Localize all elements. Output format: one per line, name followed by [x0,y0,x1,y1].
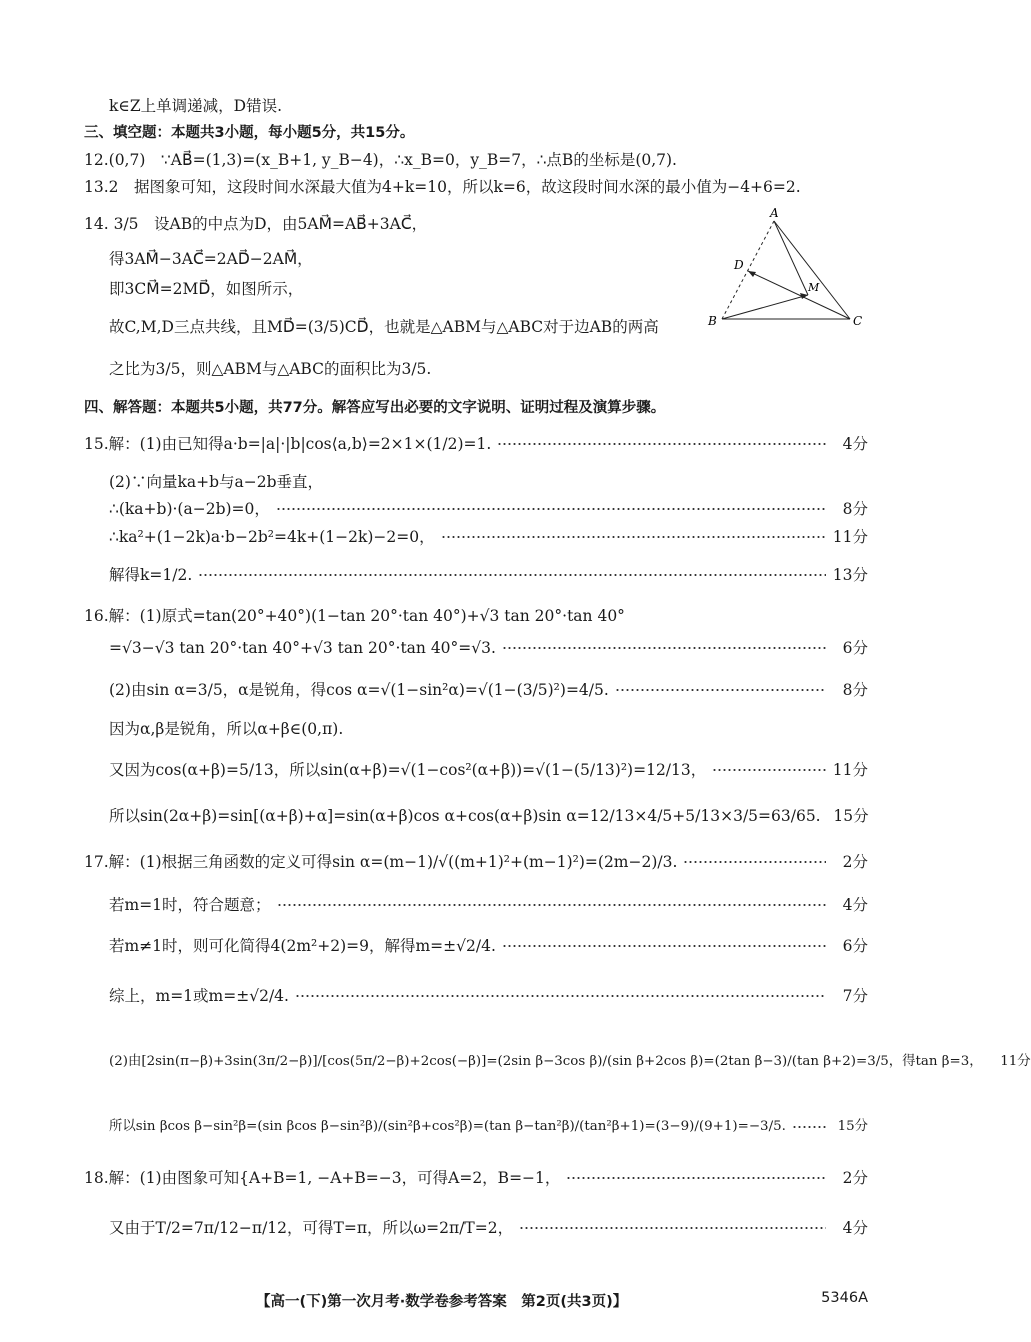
q15-line: 解得k=1/2. 13分 [109,566,868,584]
q17-line: 若m=1时，符合题意； 4分 [109,896,868,914]
q16-line: 又因为cos(α+β)=5/13，所以sin(α+β)=√(1−cos²(α+β))=√(1−(5/13)²)=12/13， 11分 [109,761,868,779]
label-b: B [708,314,717,328]
edge-ac [774,221,850,319]
q17-line: 17.解：(1)根据三角函数的定义可得sin α=(m−1)/√((m+1)²+(m−1)²)=(2m−2)/3. 2分 [84,853,868,871]
q14-line: 之比为3/5，则△ABM与△ABC的面积比为3/5. [109,360,432,378]
q14-line: 故C,M,D三点共线，且MD⃗=(3/5)CD⃗，也就是△ABM与△ABC对于边AB的两高 [109,318,659,336]
segment-dc [748,271,850,319]
arrow-head [800,293,808,299]
arrow-head [748,271,756,277]
q14-line: 得3AM⃗−3AC⃗=2AD⃗−2AM⃗， [109,250,313,268]
footer-title: 【高一(下)第一次月考·数学卷参考答案 第2页(共3页)】 [256,1294,628,1310]
q17-line: 所以sin βcos β−sin²β=(sin βcos β−sin²β)/(sin²β+cos²β)=(tan β−tan²β)/(tan²β+1)=(3−9)/(9+1)=−3/5. 15分 [109,1119,868,1134]
label-m: M [808,281,820,294]
section-heading: 三、填空题：本题共3小题，每小题5分，共15分。 [84,125,415,141]
text-line: k∈Z上单调递减，D错误. [109,97,282,115]
q17-line: 综上，m=1或m=±√2/4. 7分 [109,987,868,1005]
q15-line: 15.解：(1)由已知得a·b=|a|·|b|cos⟨a,b⟩=2×1×(1/2)=1. 4分 [84,435,868,453]
edge-ab [722,221,774,319]
label-c: C [853,314,863,328]
q15-line: ∴ka²+(1−2k)a·b−2b²=4k+(1−2k)−2=0， 11分 [109,528,868,546]
triangle-figure [700,205,880,335]
q16-line: 因为α,β是锐角，所以α+β∈(0,π). [109,720,344,738]
q16-line: 16.解：(1)原式=tan(20°+40°)(1−tan 20°·tan 40°)+√3 tan 20°·tan 40° [84,607,625,625]
section-heading: 四、解答题：本题共5小题，共77分。解答应写出必要的文字说明、证明过程及演算步骤。 [84,400,666,416]
segment-bm [722,295,808,319]
q14-line: 14. 3/5 设AB的中点为D，由5AM⃗=AB⃗+3AC⃗， [84,215,428,233]
q18-line: 又由于T/2=7π/12−π/12，可得T=π，所以ω=2π/T=2， 4分 [109,1219,868,1237]
q17-line: (2)由[2sin(π−β)+3sin(3π/2−β)]/[cos(5π/2−β)+2cos(−β)]=(2sin β−3cos β)/(sin β+2cos β)=(2tan β−3)/(tan β+2)=3/5，得tan β=3， 11分 [109,1054,1031,1069]
q12-answer: 12.(0,7) ∵AB⃗=(1,3)=(x_B+1, y_B−4)，∴x_B=0，y_B=7，∴点B的坐标是(0,7). [84,151,677,169]
q16-line: 所以sin(2α+β)=sin[(α+β)+α]=sin(α+β)cos α+cos(α+β)sin α=12/13×4/5+5/13×3/5=63/65. 15分 [109,807,869,825]
label-a: A [770,206,779,220]
footer-code: 5346A [821,1290,868,1306]
q14-line: 即3CM⃗=2MD⃗，如图所示， [109,280,304,298]
q17-line: 若m≠1时，则可化简得4(2m²+2)=9，解得m=±√2/4. 6分 [109,937,868,955]
q16-line: =√3−√3 tan 20°·tan 40°+√3 tan 20°·tan 40°=√3. 6分 [109,639,868,657]
q15-line: ∴(ka+b)·(a−2b)=0， 8分 [109,500,868,518]
q16-line: (2)由sin α=3/5，α是锐角，得cos α=√(1−sin²α)=√(1−(3/5)²)=4/5. 8分 [109,681,868,699]
label-d: D [734,258,744,272]
q18-line: 18.解：(1)由图象可知{A+B=1, −A+B=−3，可得A=2，B=−1， 2分 [84,1169,868,1187]
q15-line: (2)∵向量ka+b与a−2b垂直， [109,473,324,491]
q13-answer: 13.2 据图象可知，这段时间水深最大值为4+k=10，所以k=6，故这段时间水深的最小值为−4+6=2. [84,178,801,196]
page-footer [0,1290,950,1314]
